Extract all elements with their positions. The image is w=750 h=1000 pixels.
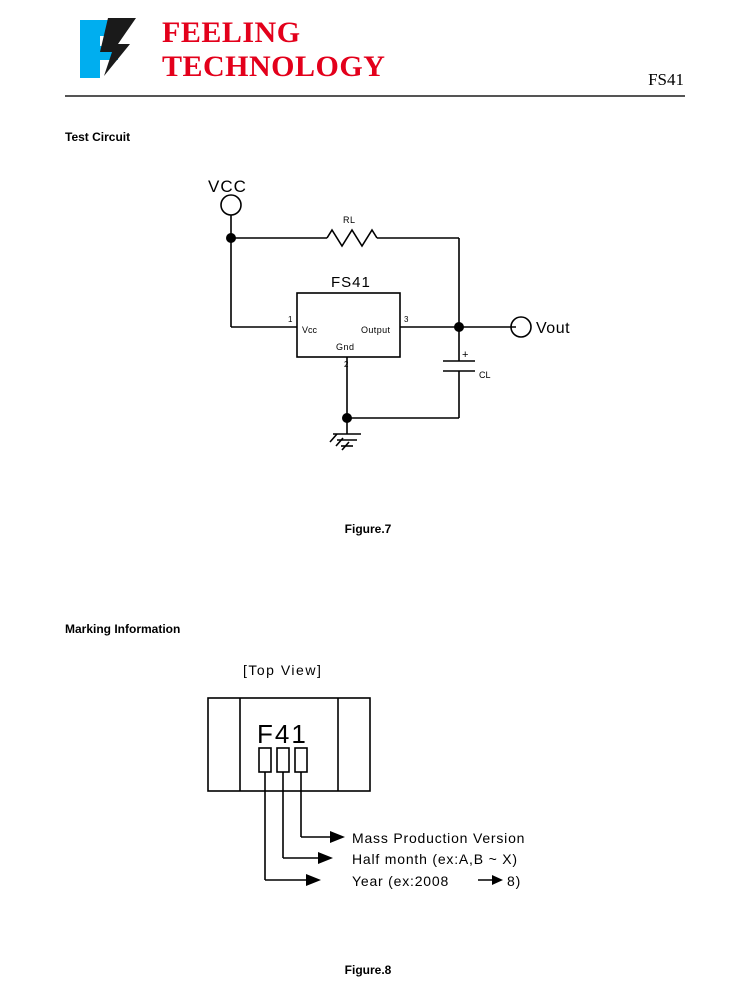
figure-7-caption: Figure.7	[344, 522, 392, 536]
feeling-technology-logo-icon	[78, 14, 150, 80]
arrowhead-icon	[492, 875, 503, 885]
brand-wordmark	[162, 16, 385, 84]
label-cap-plus: +	[462, 349, 469, 361]
junction-dot	[342, 413, 352, 423]
header-divider	[65, 95, 685, 97]
marking-box-version	[295, 748, 307, 772]
arrowhead-icon	[318, 852, 333, 864]
figure-8-caption: Figure.8	[344, 963, 392, 977]
label-top-view: [Top View]	[243, 662, 323, 678]
label-pin3-name: Output	[361, 325, 391, 335]
label-vout: Vout	[536, 320, 571, 337]
page-header	[0, 0, 750, 100]
arrowhead-icon	[306, 874, 321, 886]
junction-dot	[454, 322, 464, 332]
label-pin1-number: 1	[288, 315, 293, 324]
brand-line-1: FEELING	[162, 16, 301, 49]
label-cl: CL	[479, 370, 491, 380]
legend-item-year-prefix: Year (ex:2008	[352, 873, 450, 889]
marking-code: F41	[257, 719, 308, 749]
figure-7-test-circuit	[0, 150, 750, 500]
label-pin2-name: Gnd	[336, 342, 355, 352]
marking-box-year	[259, 748, 271, 772]
legend-item-mass-production-version: Mass Production Version	[352, 830, 526, 846]
label-chip-name: FS41	[331, 274, 371, 291]
legend-item-half-month: Half month (ex:A,B ~ X)	[352, 851, 518, 867]
arrowhead-icon	[330, 831, 345, 843]
label-pin1-name: Vcc	[302, 325, 318, 335]
vcc-terminal-icon	[221, 195, 241, 215]
section-heading-marking-information: Marking Information	[65, 622, 181, 636]
label-pin3-number: 3	[404, 315, 409, 324]
marking-box-half-month	[277, 748, 289, 772]
label-rl: RL	[343, 215, 356, 225]
section-heading-test-circuit: Test Circuit	[65, 130, 131, 144]
label-pin2-number: 2	[344, 360, 349, 369]
figure-8-marking-information	[0, 650, 750, 950]
part-number: FS41	[648, 70, 684, 89]
legend-item-year-suffix: 8)	[507, 873, 522, 889]
junction-dot	[226, 233, 236, 243]
brand-line-2: TECHNOLOGY	[162, 50, 386, 83]
label-vcc: VCC	[208, 177, 247, 196]
